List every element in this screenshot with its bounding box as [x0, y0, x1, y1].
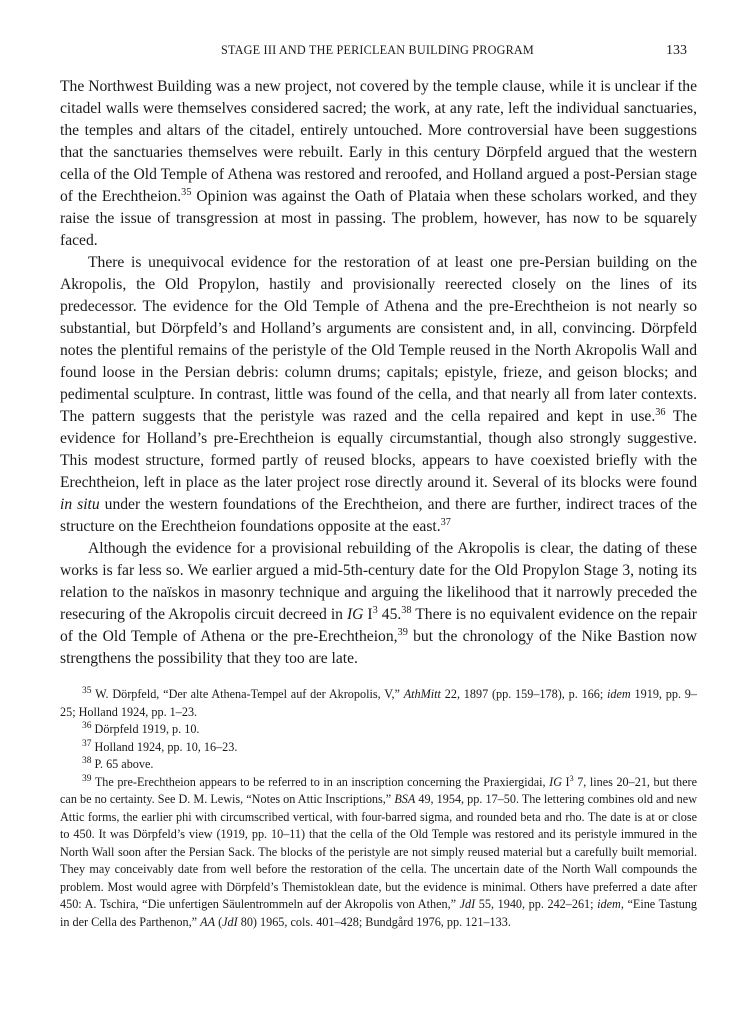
footnote-35	[60, 686, 697, 721]
italic-abbrev: IG	[549, 774, 563, 789]
footnote-39	[60, 774, 697, 932]
italic-abbrev: AA	[200, 914, 216, 929]
page-number: 133	[666, 43, 687, 58]
footnote-ref-36: 36	[655, 406, 666, 418]
footnote-text: , “Eine Tastung in der Cella des Parthenon,”	[60, 897, 698, 929]
footnote-text: 49, 1954, pp. 17–50. The lettering combines old and new Attic forms, the earlier phi with circumscribed vertical, with four-barred sigma, and rounded beta and rho. The date is at or close to 450. It was Dörpfeld’s view (1919, pp. 10–11) that the cella of the Old Temple was restored and its peristyle immured in the North Wall soon after the Persian Sack. The blocks of the peristyle are not simply reused material but a carefully built memorial. They may conceivably date from well before the restoration of the cella. The uncertain date of the North Wall compounds the problem. Most would agree with Dörpfeld’s Themistoklean date, but the evidence is minimal. Others have preferred a date after 450: A. Tschira, “Die unfertigen Säulentrommeln auf der Akropolis von Athen,”	[60, 792, 697, 911]
paragraph-3	[60, 538, 697, 670]
footnote-36	[60, 721, 697, 739]
main-text	[60, 76, 697, 670]
footnote-text: 22, 1897 (pp. 159–178), p. 166;	[440, 687, 608, 701]
italic-abbrev: IG	[346, 606, 364, 623]
footnote-text: W. Dörpfeld, “Der alte Athena-Tempel auf der Akropolis, V,”	[91, 687, 404, 701]
footnote-text: P. 65 above.	[91, 757, 154, 771]
paragraph-text: There is unequivocal evidence for the restoration of at least one pre-Persian building on the Akropolis, the Old Propylon, hastily and provisionally reerected closely on the lines of its predecessor. The evidence for the Old Temple of Athena and the pre-Erechtheion is not nearly so substantial, but Dörpfeld’s and Holland’s arguments are consistent and, in all, convincing. Dörpfeld notes the plentiful remains of the peristyle of the Old Temple reused in the North Akropolis Wall and found loose in the Persian debris: column drums; capitals; epistyle, frieze, and geison blocks; and pedimental sculpture. In contrast, little was found of the cella, and that nearly all from later contexts. The pattern suggests that the peristyle was razed and the cella repaired and kept in use.	[60, 254, 697, 425]
italic-abbrev: idem	[597, 897, 621, 911]
paragraph-text: 45.	[377, 606, 402, 623]
footnote-text: 7, lines 20–21, but there can be no certainty. See D. M. Lewis, “Notes on Attic Inscriptions,”	[60, 774, 697, 806]
paragraph-text: The Northwest Building was a new project, not covered by the temple clause, while it is unclear if the citadel walls were themselves considered sacred; the work, at any rate, left the individual sanctuaries, the temples and altars of the citadel, entirely untouched. More controversial have been suggestions that the sanctuaries themselves were rebuilt. Early in this century Dörpfeld argued that the western cella of the Old Temple of Athena was restored and reroofed, and Holland argued a post-Persian stage of the Erechtheion.	[60, 78, 697, 205]
paragraph-2	[60, 252, 697, 538]
page-header	[60, 43, 695, 63]
superscript: 3	[372, 604, 378, 616]
footnote-mark: 38	[82, 755, 92, 766]
italic-abbrev: idem	[607, 687, 631, 701]
footnote-38	[60, 756, 697, 774]
footnote-mark: 35	[82, 685, 92, 696]
paragraph-text: but the chronology of the Nike Bastion now strengthens the possibility that they too are late.	[60, 628, 697, 667]
superscript: 3	[569, 773, 574, 783]
paragraph-text: There is no equivalent evidence on the repair of the Old Temple of Athena or the pre-Erechtheion,	[60, 606, 698, 645]
running-head: STAGE III AND THE PERICLEAN BUILDING PROGRAM	[221, 43, 534, 57]
paragraph-text: I	[363, 606, 373, 623]
paragraph-text: Although the evidence for a provisional rebuilding of the Akropolis is clear, the dating of these works is far less so. We earlier argued a mid-5th-century date for the Old Propylon Stage 3, noting its relation to the naïskos in masonry technique and arguing the likelihood that it narrowly preceded the resecuring of the Akropolis circuit decreed in	[60, 540, 697, 623]
footnote-text: The pre-Erechtheion appears to be referred to in an inscription concerning the Praxiergidai,	[91, 774, 550, 789]
italic-term: in situ	[60, 496, 100, 513]
footnote-text: Holland 1924, pp. 10, 16–23.	[91, 739, 238, 754]
footnote-ref-38: 38	[401, 604, 412, 616]
italic-abbrev: JdI	[222, 914, 238, 929]
italic-abbrev: AthMitt	[403, 687, 441, 701]
footnote-ref-37: 37	[440, 516, 451, 528]
footnote-text: I	[562, 774, 570, 789]
footnote-ref-35: 35	[181, 186, 192, 198]
footnote-mark: 36	[82, 720, 92, 731]
footnote-mark: 39	[82, 773, 92, 784]
footnote-text: (	[215, 914, 223, 929]
italic-abbrev: JdI	[459, 897, 476, 911]
footnote-text: Dörpfeld 1919, p. 10.	[91, 722, 200, 736]
paragraph-text: under the western foundations of the Erechtheion, and there are further, indirect traces of the structure on the Erechtheion foundations opposite at the east.	[60, 496, 697, 535]
paragraph-text: Opinion was against the Oath of Plataia when these scholars worked, and they raise the issue of transgression at most in passing. The problem, however, has now to be squarely faced.	[60, 188, 697, 249]
footnote-37	[60, 739, 697, 757]
italic-abbrev: BSA	[394, 792, 416, 806]
footnote-text: 1919, pp. 9–25; Holland 1924, pp. 1–23.	[60, 687, 697, 719]
footnote-mark: 37	[82, 738, 92, 749]
paragraph-text: The evidence for Holland’s pre-Erechtheion is equally circumstantial, though also strongly suggestive. This modest structure, formed partly of reused blocks, appears to have coexisted briefly with the Erechtheion, left in place as the later project rose directly around it. Several of its blocks were found	[60, 408, 697, 491]
footnote-text: 80) 1965, cols. 401–428; Bundgård 1976, pp. 121–133.	[237, 914, 511, 929]
footnote-text: 55, 1940, pp. 242–261;	[475, 897, 598, 911]
footnote-ref-39: 39	[397, 626, 408, 638]
paragraph-1	[60, 76, 697, 252]
footnotes	[60, 686, 697, 931]
